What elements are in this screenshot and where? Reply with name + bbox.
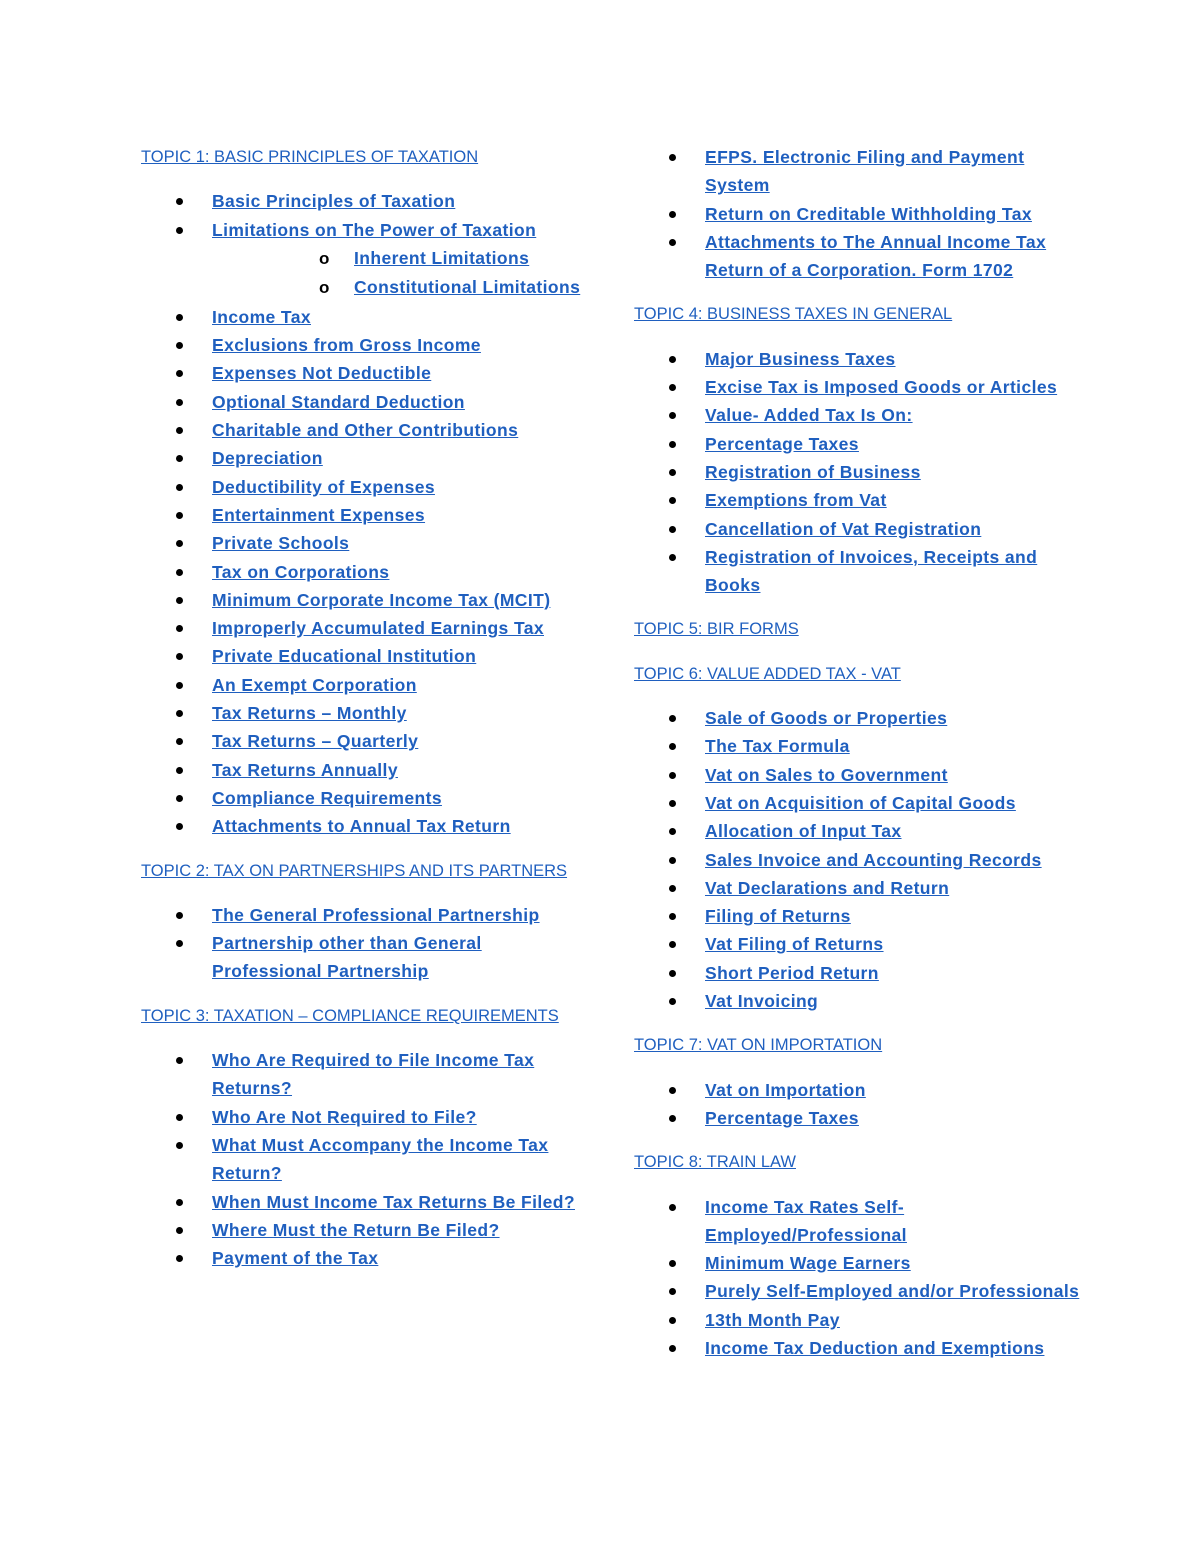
list-item [634, 430, 1084, 458]
list-item [634, 761, 1084, 789]
bullet-icon [669, 1087, 676, 1094]
topic-link[interactable]: Tax on Corporations [212, 561, 390, 582]
bullet-icon [669, 441, 676, 448]
subtopic-link[interactable]: Constitutional Limitations [354, 277, 581, 298]
topic-link[interactable]: Income Tax Deduction and Exemptions [705, 1337, 1045, 1358]
topic-link[interactable]: What Must Accompany the Income Tax Return? [212, 1134, 549, 1184]
list-item [141, 529, 586, 557]
topic-link[interactable]: Deductibility of Expenses [212, 476, 435, 497]
bullet-icon [176, 625, 183, 632]
list-item [634, 704, 1084, 732]
list-item [141, 303, 586, 331]
topic-link[interactable]: Compliance Requirements [212, 787, 442, 808]
topic-heading[interactable]: TOPIC 6: VALUE ADDED TAX - VAT [634, 664, 901, 683]
bullet-icon [176, 767, 183, 774]
bullet-icon [669, 356, 676, 363]
subtopic-link[interactable]: Inherent Limitations [354, 247, 530, 268]
list-item [141, 901, 586, 929]
bullet-icon [669, 715, 676, 722]
circle-bullet-icon: o [319, 248, 330, 268]
bullet-icon [176, 455, 183, 462]
sub-list-item [212, 244, 586, 274]
bullet-icon [669, 469, 676, 476]
topic-link[interactable]: Short Period Return [705, 962, 879, 983]
topic-link[interactable]: Percentage Taxes [705, 1107, 859, 1128]
list-item [634, 543, 1084, 600]
topic-link[interactable]: Sales Invoice and Accounting Records [705, 849, 1042, 870]
topic-link[interactable]: Vat Invoicing [705, 991, 819, 1012]
list-item [634, 789, 1084, 817]
topic-link[interactable]: Income Tax [212, 306, 311, 327]
topic-link[interactable]: Payment of the Tax [212, 1248, 379, 1269]
topic-link[interactable]: Income Tax Rates Self-Employed/Professional [705, 1196, 907, 1245]
topic-link[interactable]: Major Business Taxes [705, 348, 896, 369]
list-item [634, 902, 1084, 930]
list-item [141, 1244, 586, 1272]
topic-link[interactable]: Return on Creditable Withholding Tax [705, 203, 1032, 224]
bullet-icon [176, 427, 183, 434]
bullet-icon [669, 1204, 676, 1211]
topic-link[interactable]: Tax Returns – Monthly [212, 703, 407, 724]
list-item [634, 228, 1084, 285]
topic-link[interactable]: Excise Tax is Imposed Goods or Articles [705, 377, 1058, 398]
topic-list [141, 187, 586, 840]
bullet-icon [669, 800, 676, 807]
bullet-icon [669, 497, 676, 504]
topic-link[interactable]: Partnership other than General Professional Partnership [212, 933, 482, 982]
bullet-icon [669, 970, 676, 977]
list-item [141, 642, 586, 670]
list-item [634, 1076, 1084, 1104]
sub-list-item [212, 273, 586, 303]
list-item [141, 1216, 586, 1244]
bullet-icon [176, 198, 183, 205]
list-item [141, 388, 586, 416]
topic-link[interactable]: Attachments to The Annual Income Tax Return of a Corporation. Form 1702 [705, 231, 1047, 281]
topic-link[interactable]: Minimum Corporate Income Tax (MCIT) [212, 589, 551, 610]
topic-list [634, 1076, 1084, 1133]
topic-link[interactable]: Exclusions from Gross Income [212, 335, 481, 356]
list-item [634, 143, 1084, 200]
topic-link[interactable]: Limitations on The Power of Taxation [212, 219, 537, 240]
list-item [634, 515, 1084, 543]
topic-list [634, 143, 1084, 284]
list-item [141, 929, 586, 986]
bullet-icon [669, 743, 676, 750]
list-item [634, 1193, 1084, 1250]
topic-link[interactable]: Value- Added Tax Is On: [705, 405, 913, 426]
bullet-icon [176, 484, 183, 491]
topic-link[interactable]: The Tax Formula [705, 736, 850, 757]
list-item [141, 699, 586, 727]
bullet-icon [669, 211, 676, 218]
topic-link[interactable]: When Must Income Tax Returns Be Filed? [212, 1191, 575, 1212]
list-item [141, 614, 586, 642]
list-item [141, 1131, 586, 1188]
topic-heading[interactable]: TOPIC 2: TAX ON PARTNERSHIPS AND ITS PARTNERS [141, 861, 568, 880]
topic-link[interactable]: Entertainment Expenses [212, 504, 426, 525]
list-item [634, 1104, 1084, 1132]
list-item [634, 458, 1084, 486]
topic-link[interactable]: Expenses Not Deductible [212, 363, 432, 384]
bullet-icon [176, 1255, 183, 1262]
list-item [634, 1306, 1084, 1334]
list-item [141, 359, 586, 387]
list-item [634, 1249, 1084, 1277]
list-item [141, 784, 586, 812]
bullet-icon [669, 412, 676, 419]
list-item [634, 1277, 1084, 1305]
list-item [634, 874, 1084, 902]
topic-link[interactable]: Vat on Acquisition of Capital Goods [705, 792, 1016, 813]
list-item [634, 1334, 1084, 1362]
list-item [634, 930, 1084, 958]
list-item [141, 812, 586, 840]
topic-link[interactable]: Registration of Business [705, 461, 921, 482]
bullet-icon [176, 1227, 183, 1234]
list-item [634, 817, 1084, 845]
list-item [634, 401, 1084, 429]
topic-link[interactable]: Private Schools [212, 533, 350, 554]
topic-list [634, 345, 1084, 600]
bullet-icon [176, 738, 183, 745]
topic-link[interactable]: Basic Principles of Taxation [212, 191, 456, 212]
bullet-icon [176, 1114, 183, 1121]
bullet-icon [176, 227, 183, 234]
bullet-icon [176, 710, 183, 717]
bullet-icon [669, 1345, 676, 1352]
topic-list [634, 704, 1084, 1015]
topic-link[interactable]: The General Professional Partnership [212, 904, 540, 925]
topic-heading[interactable]: TOPIC 7: VAT ON IMPORTATION [634, 1036, 883, 1055]
circle-bullet-icon: o [319, 278, 330, 298]
bullet-icon [669, 1317, 676, 1324]
bullet-icon [669, 1260, 676, 1267]
list-item [141, 671, 586, 699]
topic-list [634, 1193, 1084, 1363]
list-item [141, 331, 586, 359]
bullet-icon [669, 828, 676, 835]
list-item [141, 501, 586, 529]
right-column [634, 143, 1084, 1378]
topic-link[interactable]: Attachments to Annual Tax Return [212, 816, 511, 837]
list-item [141, 416, 586, 444]
topic-heading[interactable]: TOPIC 3: TAXATION – COMPLIANCE REQUIREMENTS [141, 1006, 559, 1025]
topic-link[interactable]: Percentage Taxes [705, 433, 859, 454]
list-item [141, 187, 586, 215]
topic-link[interactable]: 13th Month Pay [705, 1309, 840, 1330]
topic-heading[interactable]: TOPIC 4: BUSINESS TAXES IN GENERAL [634, 305, 953, 324]
topic-link[interactable]: Allocation of Input Tax [705, 821, 902, 842]
list-item [634, 987, 1084, 1015]
list-item [634, 732, 1084, 760]
bullet-icon [176, 597, 183, 604]
topic-link[interactable]: Sale of Goods or Properties [705, 708, 948, 729]
topic-heading[interactable]: TOPIC 1: BASIC PRINCIPLES OF TAXATION [141, 148, 479, 166]
topic-link[interactable]: Purely Self-Employed and/or Professionals [705, 1281, 1080, 1302]
topic-link[interactable]: Tax Returns Annually [212, 759, 398, 780]
bullet-icon [176, 370, 183, 377]
list-item [141, 586, 586, 614]
bullet-icon [669, 885, 676, 892]
topic-link[interactable]: Where Must the Return Be Filed? [212, 1219, 500, 1240]
topic-list [141, 1046, 586, 1272]
bullet-icon [669, 772, 676, 779]
bullet-icon [669, 1115, 676, 1122]
bullet-icon [176, 314, 183, 321]
topic-link[interactable]: Filing of Returns [705, 906, 851, 927]
bullet-icon [176, 540, 183, 547]
topic-link[interactable]: Private Educational Institution [212, 646, 477, 667]
topic-heading[interactable]: TOPIC 8: TRAIN LAW [634, 1153, 796, 1172]
topic-link[interactable]: Who Are Required to File Income Tax Returns? [212, 1050, 535, 1099]
list-item [634, 959, 1084, 987]
list-item [634, 200, 1084, 228]
bullet-icon [176, 1199, 183, 1206]
list-item [634, 846, 1084, 874]
bullet-icon [669, 526, 676, 533]
bullet-icon [669, 384, 676, 391]
topic-link[interactable]: Charitable and Other Contributions [212, 420, 519, 441]
list-item [141, 756, 586, 784]
list-item [141, 1188, 586, 1216]
topic-link[interactable]: Vat on Sales to Government [705, 764, 948, 785]
sub-list [212, 244, 586, 303]
topic-link[interactable]: Tax Returns – Quarterly [212, 731, 419, 752]
bullet-icon [176, 912, 183, 919]
list-item [141, 558, 586, 586]
topic-link[interactable]: EFPS. Electronic Filing and Payment System [705, 147, 1025, 196]
bullet-icon [669, 941, 676, 948]
bullet-icon [176, 823, 183, 830]
list-item [634, 345, 1084, 373]
topic-link[interactable]: Registration of Invoices, Receipts and Books [705, 546, 1038, 596]
bullet-icon [669, 1288, 676, 1295]
topic-link[interactable]: Vat Filing of Returns [705, 934, 884, 955]
list-item [141, 727, 586, 755]
list-item [141, 216, 586, 303]
bullet-icon [176, 940, 183, 947]
bullet-icon [176, 399, 183, 406]
topic-link[interactable]: Vat Declarations and Return [705, 877, 950, 898]
bullet-icon [669, 239, 676, 246]
list-item [141, 1046, 586, 1103]
bullet-icon [176, 1142, 183, 1149]
bullet-icon [176, 682, 183, 689]
bullet-icon [669, 554, 676, 561]
bullet-icon [669, 154, 676, 161]
topic-link[interactable]: An Exempt Corporation [212, 674, 417, 695]
bullet-icon [669, 998, 676, 1005]
bullet-icon [176, 569, 183, 576]
topic-link[interactable]: Cancellation of Vat Registration [705, 518, 982, 539]
left-column [141, 143, 586, 1288]
bullet-icon [669, 857, 676, 864]
bullet-icon [176, 342, 183, 349]
topic-link[interactable]: Optional Standard Deduction [212, 391, 465, 412]
topic-link[interactable]: Minimum Wage Earners [705, 1253, 911, 1274]
list-item [141, 1103, 586, 1131]
bullet-icon [176, 1057, 183, 1064]
bullet-icon [176, 795, 183, 802]
topic-link[interactable]: Improperly Accumulated Earnings Tax [212, 618, 544, 639]
topic-list [141, 901, 586, 986]
topic-link[interactable]: Who Are Not Required to File? [212, 1106, 477, 1127]
list-item [634, 486, 1084, 514]
topic-heading[interactable]: TOPIC 5: BIR FORMS [634, 620, 799, 639]
topic-link[interactable]: Vat on Importation [705, 1079, 866, 1100]
list-item [141, 444, 586, 472]
bullet-icon [176, 512, 183, 519]
list-item [141, 473, 586, 501]
topic-link[interactable]: Exemptions from Vat [705, 490, 887, 511]
bullet-icon [176, 653, 183, 660]
bullet-icon [669, 913, 676, 920]
topic-link[interactable]: Depreciation [212, 448, 323, 469]
list-item [634, 373, 1084, 401]
